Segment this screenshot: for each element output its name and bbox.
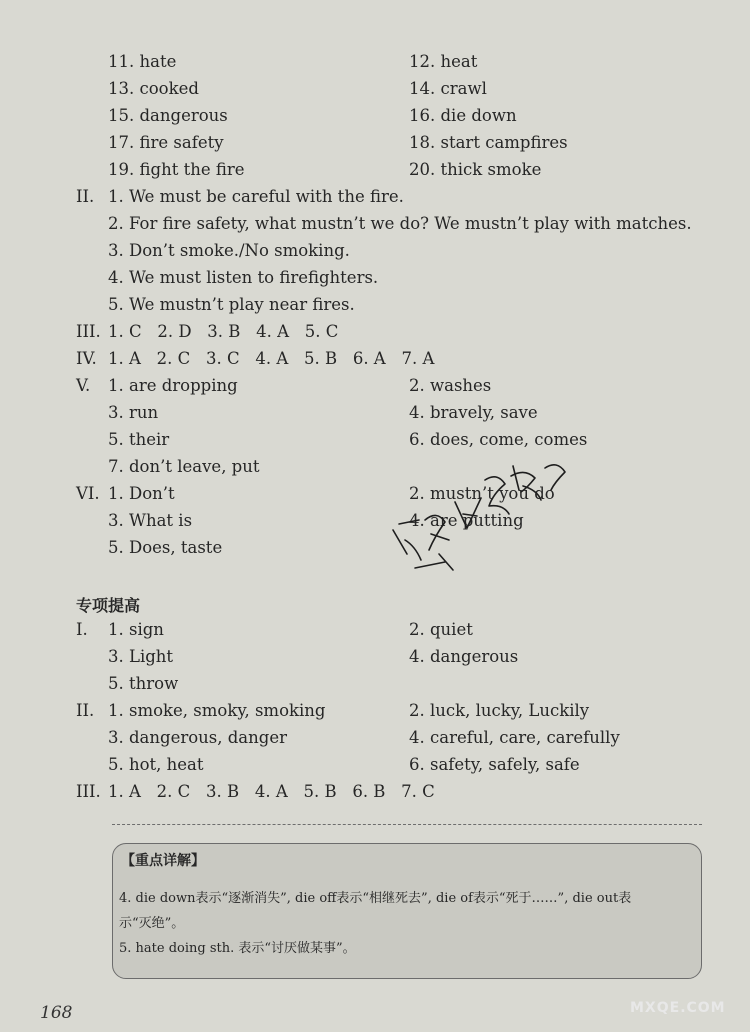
- section-v-item-3: 3. run: [108, 403, 159, 422]
- section-v-item-7: 7. don’t leave, put: [108, 457, 260, 476]
- answer-19: 19. fight the fire: [108, 160, 245, 179]
- watermark: MXQE.COM: [630, 1000, 726, 1016]
- key-point-4: 4. die down表示“逐渐消失”, die off表示“相继死去”, die of表示“死于……”, die out表: [119, 891, 632, 906]
- section-ii-item-3: 3. Don’t smoke./No smoking.: [108, 241, 350, 260]
- part-ii-item-4: 4. careful, care, carefully: [409, 728, 620, 747]
- section-ii-item-1: 1. We must be careful with the fire.: [108, 187, 404, 206]
- answer-16: 16. die down: [409, 106, 517, 125]
- section-v-item-5: 5. their: [108, 430, 170, 449]
- section-vi-item-1: 1. Don’t: [108, 484, 175, 503]
- section-vi-item-4: 4. are putting: [409, 511, 524, 530]
- answer-13: 13. cooked: [108, 79, 199, 98]
- part-i-item-2: 2. quiet: [409, 620, 473, 639]
- part-i-item-3: 3. Light: [108, 647, 174, 666]
- part-ii-item-2: 2. luck, lucky, Luckily: [409, 701, 590, 720]
- part-iii-label: III.: [76, 782, 101, 801]
- part-i-item-1: 1. sign: [108, 620, 164, 639]
- part-ii-item-6: 6. safety, safely, safe: [409, 755, 580, 774]
- part-iii-answers: 1. A 2. C 3. B 4. A 5. B 6. B 7. C: [108, 782, 435, 801]
- section-vi-item-3: 3. What is: [108, 511, 193, 530]
- section-heading: 专项提高: [76, 596, 141, 615]
- key-point-4-cont: 示“灭绝”。: [119, 916, 185, 931]
- section-iv-answers: 1. A 2. C 3. C 4. A 5. B 6. A 7. A: [108, 349, 435, 368]
- key-points-title: 【重点详解】: [121, 853, 205, 869]
- section-v-item-6: 6. does, come, comes: [409, 430, 588, 449]
- answer-11: 11. hate: [108, 52, 177, 71]
- key-points-box: [112, 843, 702, 979]
- answer-14: 14. crawl: [409, 79, 487, 98]
- section-vi-item-2: 2. mustn’t you do: [409, 484, 555, 503]
- answer-15: 15. dangerous: [108, 106, 228, 125]
- answer-18: 18. start campfires: [409, 133, 568, 152]
- answer-17: 17. fire safety: [108, 133, 224, 152]
- section-iii-label: III.: [76, 322, 101, 341]
- answer-20: 20. thick smoke: [409, 160, 542, 179]
- section-vi-label: VI.: [76, 484, 100, 503]
- part-ii-item-3: 3. dangerous, danger: [108, 728, 287, 747]
- section-iv-label: IV.: [76, 349, 97, 368]
- section-ii-item-5: 5. We mustn’t play near fires.: [108, 295, 355, 314]
- key-point-5: 5. hate doing sth. 表示“讨厌做某事”。: [119, 941, 356, 956]
- part-ii-label: II.: [76, 701, 95, 720]
- handwriting-scribble: [385, 450, 585, 580]
- section-v-item-1: 1. are dropping: [108, 376, 238, 395]
- page-number: 168: [40, 1003, 73, 1023]
- part-i-item-4: 4. dangerous: [409, 647, 519, 666]
- part-ii-item-1: 1. smoke, smoky, smoking: [108, 701, 326, 720]
- section-v-label: V.: [76, 376, 91, 395]
- section-ii-item-4: 4. We must listen to firefighters.: [108, 268, 379, 287]
- part-ii-item-5: 5. hot, heat: [108, 755, 204, 774]
- answer-12: 12. heat: [409, 52, 478, 71]
- dashed-divider: [112, 824, 702, 825]
- part-i-label: I.: [76, 620, 88, 639]
- section-vi-item-5: 5. Does, taste: [108, 538, 223, 557]
- section-ii-item-2: 2. For fire safety, what mustn’t we do? We mustn’t play with matches.: [108, 214, 692, 233]
- section-iii-answers: 1. C 2. D 3. B 4. A 5. C: [108, 322, 339, 341]
- section-v-item-4: 4. bravely, save: [409, 403, 538, 422]
- section-ii-label: II.: [76, 187, 95, 206]
- section-v-item-2: 2. washes: [409, 376, 492, 395]
- part-i-item-5: 5. throw: [108, 674, 179, 693]
